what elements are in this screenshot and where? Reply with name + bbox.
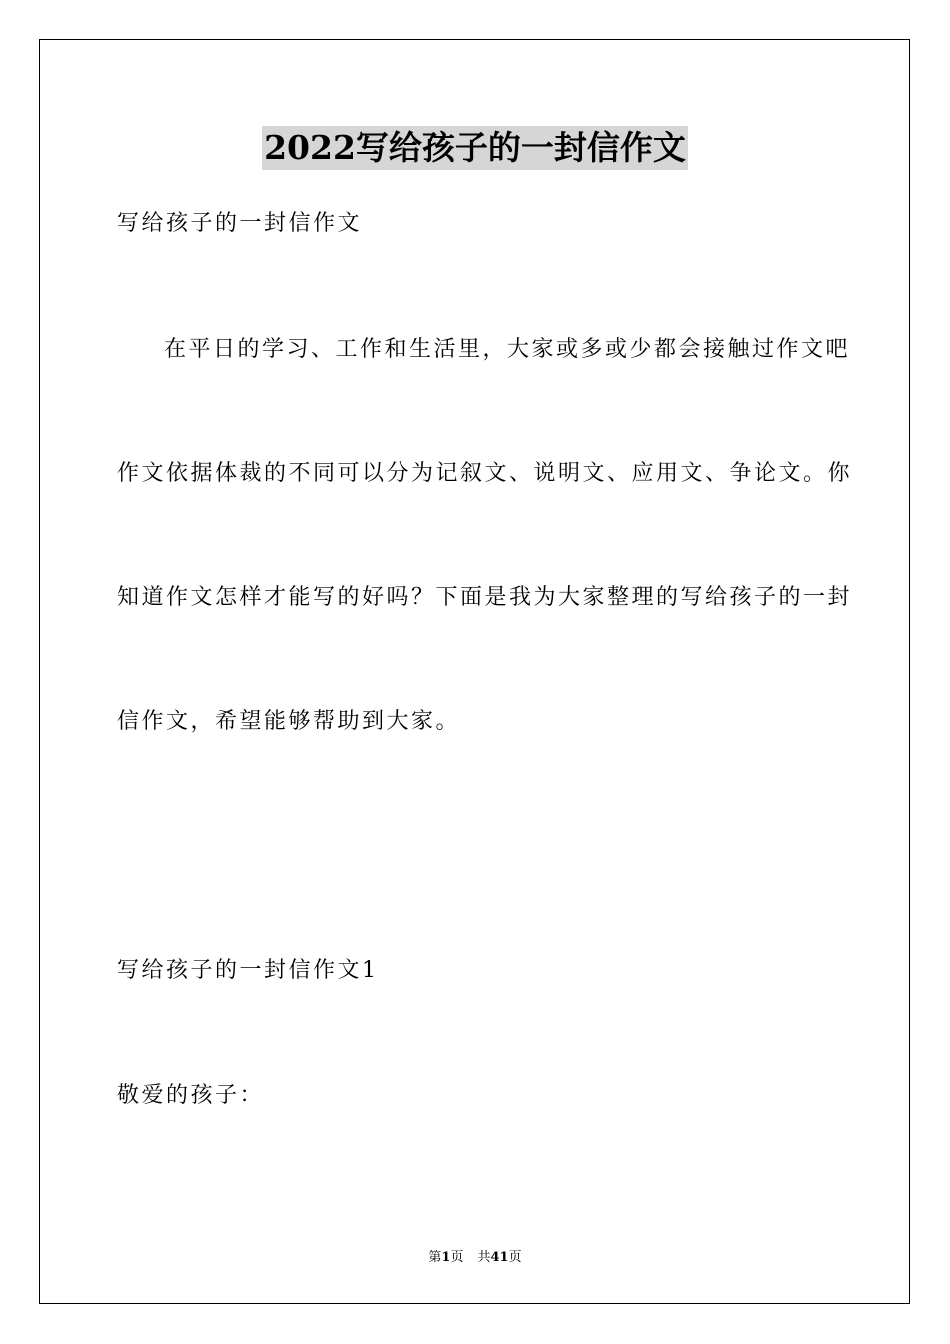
footer-total-prefix: 共 [477,1250,491,1265]
salutation: 敬爱的孩子： [117,1083,265,1108]
footer-page-number: 1 [441,1250,451,1265]
page-footer [0,1249,950,1267]
footer-total-suffix: 页 [508,1250,522,1265]
footer-page-prefix: 第 [428,1250,442,1265]
section-heading: 写给孩子的一封信作文1 [117,958,379,983]
document-subtitle: 写给孩子的一封信作文 [117,211,363,236]
document-title-text: 2022写给孩子的一封信作文 [262,126,688,170]
intro-line-4: 信作文，希望能够帮助到大家。 [117,709,461,734]
intro-line-3: 知道作文怎样才能写的好吗？下面是我为大家整理的写给孩子的一封 [117,585,853,610]
intro-line-2: 作文依据体裁的不同可以分为记叙文、说明文、应用文、争论文。你 [117,461,853,486]
footer-total-pages: 41 [490,1250,509,1265]
document-title [0,126,950,170]
footer-page-suffix: 页 [450,1250,464,1265]
intro-line-1: 在平日的学习、工作和生活里，大家或多或少都会接触过作文吧 [164,337,851,362]
